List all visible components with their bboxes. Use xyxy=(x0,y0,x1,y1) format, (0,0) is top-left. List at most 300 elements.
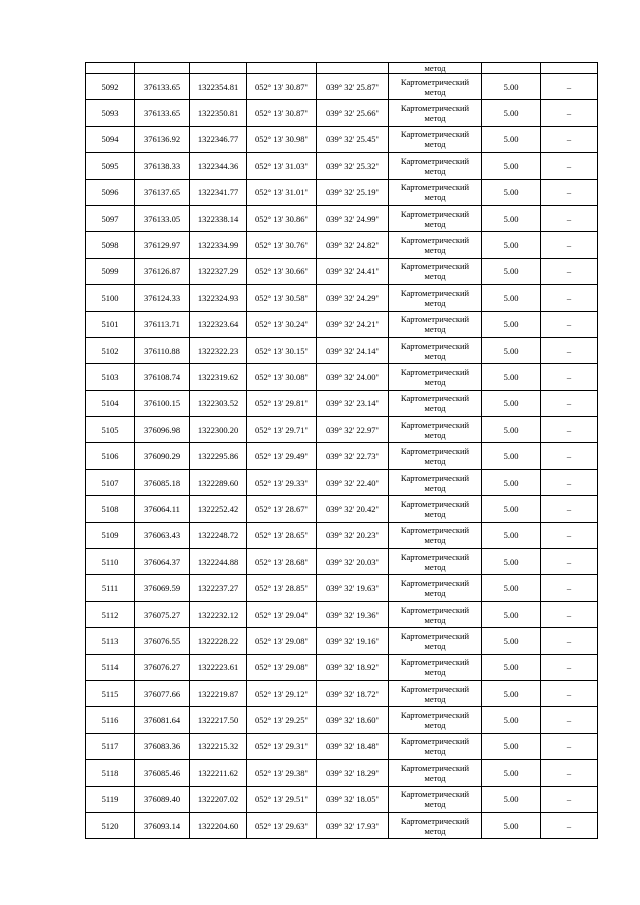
longitude-cell: 039° 32' 23.14" xyxy=(317,390,389,416)
longitude-cell: 039° 32' 24.82" xyxy=(317,232,389,258)
longitude-cell: 039° 32' 24.99" xyxy=(317,205,389,231)
note-cell: – xyxy=(541,337,598,363)
point-id-cell: 5101 xyxy=(86,311,135,337)
cell-empty xyxy=(247,63,317,74)
x-coord-cell: 376096.98 xyxy=(135,417,190,443)
latitude-cell: 052° 13' 30.15" xyxy=(247,337,317,363)
x-coord-cell: 376113.71 xyxy=(135,311,190,337)
note-cell: – xyxy=(541,654,598,680)
method-line-2: метод xyxy=(424,614,446,625)
longitude-cell: 039° 32' 18.29" xyxy=(317,760,389,786)
table-row xyxy=(86,74,598,100)
method-line-2: метод xyxy=(424,297,446,308)
method-line-1: Картометрический xyxy=(400,314,470,325)
x-coord-cell: 376085.18 xyxy=(135,469,190,495)
accuracy-cell: 5.00 xyxy=(482,443,541,469)
latitude-cell: 052° 13' 29.08" xyxy=(247,628,317,654)
y-coord-cell: 1322252.42 xyxy=(190,496,247,522)
table-row xyxy=(86,812,598,838)
longitude-cell: 039° 32' 18.60" xyxy=(317,707,389,733)
method-line-1: Картометрический xyxy=(400,208,470,219)
note-cell: – xyxy=(541,786,598,812)
method-line-2: метод xyxy=(424,561,446,572)
point-id-cell: 5100 xyxy=(86,285,135,311)
point-id-cell: 5108 xyxy=(86,496,135,522)
latitude-cell: 052° 13' 31.03" xyxy=(247,153,317,179)
accuracy-cell: 5.00 xyxy=(482,258,541,284)
method-line-2: метод xyxy=(424,667,446,678)
note-cell: – xyxy=(541,258,598,284)
method-cell xyxy=(389,417,482,443)
x-coord-cell: 376069.59 xyxy=(135,575,190,601)
latitude-cell: 052° 13' 29.25" xyxy=(247,707,317,733)
method-line-1: Картометрический xyxy=(400,155,470,166)
method-cell xyxy=(389,232,482,258)
method-line-2: метод xyxy=(424,588,446,599)
latitude-cell: 052° 13' 29.71" xyxy=(247,417,317,443)
point-id-cell: 5111 xyxy=(86,575,135,601)
longitude-cell: 039° 32' 19.63" xyxy=(317,575,389,601)
method-line-2: метод xyxy=(424,192,446,203)
x-coord-cell: 376108.74 xyxy=(135,364,190,390)
method-cell xyxy=(389,628,482,654)
method-cell xyxy=(389,364,482,390)
accuracy-cell: 5.00 xyxy=(482,654,541,680)
method-line-2: метод xyxy=(424,429,446,440)
method-cell xyxy=(389,760,482,786)
method-line-2: метод xyxy=(424,482,446,493)
method-line-2: метод xyxy=(424,218,446,229)
note-cell: – xyxy=(541,575,598,601)
accuracy-cell: 5.00 xyxy=(482,100,541,126)
method-line-1: Картометрический xyxy=(400,129,470,140)
point-id-cell: 5098 xyxy=(86,232,135,258)
longitude-cell: 039° 32' 22.40" xyxy=(317,469,389,495)
latitude-cell: 052° 13' 30.24" xyxy=(247,311,317,337)
method-cell xyxy=(389,179,482,205)
longitude-cell: 039° 32' 25.45" xyxy=(317,126,389,152)
longitude-cell: 039° 32' 18.05" xyxy=(317,786,389,812)
accuracy-cell: 5.00 xyxy=(482,390,541,416)
y-coord-cell: 1322219.87 xyxy=(190,680,247,706)
longitude-cell: 039° 32' 25.32" xyxy=(317,153,389,179)
method-line-1: Картометрический xyxy=(400,446,470,457)
table-row xyxy=(86,311,598,337)
table-row xyxy=(86,680,598,706)
method-cell xyxy=(389,337,482,363)
point-id-cell: 5095 xyxy=(86,153,135,179)
longitude-cell: 039° 32' 18.48" xyxy=(317,733,389,759)
latitude-cell: 052° 13' 28.85" xyxy=(247,575,317,601)
point-id-cell: 5117 xyxy=(86,733,135,759)
table-row xyxy=(86,628,598,654)
method-line-1: Картометрический xyxy=(400,578,470,589)
latitude-cell: 052° 13' 29.51" xyxy=(247,786,317,812)
longitude-cell: 039° 32' 19.36" xyxy=(317,601,389,627)
method-cell xyxy=(389,311,482,337)
point-id-cell: 5119 xyxy=(86,786,135,812)
note-cell: – xyxy=(541,179,598,205)
method-line-1: Картометрический xyxy=(400,287,470,298)
method-cell xyxy=(389,469,482,495)
y-coord-cell: 1322248.72 xyxy=(190,522,247,548)
method-line-2: метод xyxy=(424,720,446,731)
point-id-cell: 5118 xyxy=(86,760,135,786)
table-row xyxy=(86,654,598,680)
method-cell xyxy=(389,812,482,838)
point-id-cell: 5094 xyxy=(86,126,135,152)
method-line-2: метод xyxy=(424,508,446,519)
accuracy-cell: 5.00 xyxy=(482,549,541,575)
method-line-1: Картометрический xyxy=(400,630,470,641)
note-cell: – xyxy=(541,390,598,416)
accuracy-cell: 5.00 xyxy=(482,707,541,733)
point-id-cell: 5113 xyxy=(86,628,135,654)
table-row xyxy=(86,443,598,469)
method-line-1: Картометрический xyxy=(400,366,470,377)
x-coord-cell: 376093.14 xyxy=(135,812,190,838)
longitude-cell: 039° 32' 18.92" xyxy=(317,654,389,680)
point-id-cell: 5093 xyxy=(86,100,135,126)
longitude-cell: 039° 32' 18.72" xyxy=(317,680,389,706)
latitude-cell: 052° 13' 30.86" xyxy=(247,205,317,231)
method-line-1: Картометрический xyxy=(400,657,470,668)
method-line-1: Картометрический xyxy=(400,762,470,773)
y-coord-cell: 1322211.62 xyxy=(190,760,247,786)
note-cell: – xyxy=(541,733,598,759)
note-cell: – xyxy=(541,628,598,654)
note-cell: – xyxy=(541,549,598,575)
method-cell xyxy=(389,786,482,812)
method-line-1: Картометрический xyxy=(400,525,470,536)
y-coord-cell: 1322303.52 xyxy=(190,390,247,416)
cell-empty xyxy=(135,63,190,74)
x-coord-cell: 376085.46 xyxy=(135,760,190,786)
longitude-cell: 039° 32' 24.29" xyxy=(317,285,389,311)
point-id-cell: 5114 xyxy=(86,654,135,680)
latitude-cell: 052° 13' 29.31" xyxy=(247,733,317,759)
y-coord-cell: 1322322.23 xyxy=(190,337,247,363)
x-coord-cell: 376064.11 xyxy=(135,496,190,522)
table-row xyxy=(86,153,598,179)
method-cell xyxy=(389,680,482,706)
longitude-cell: 039° 32' 25.87" xyxy=(317,74,389,100)
latitude-cell: 052° 13' 28.68" xyxy=(247,549,317,575)
latitude-cell: 052° 13' 30.87" xyxy=(247,74,317,100)
latitude-cell: 052° 13' 29.63" xyxy=(247,812,317,838)
point-id-cell: 5097 xyxy=(86,205,135,231)
table-row xyxy=(86,733,598,759)
note-cell: – xyxy=(541,522,598,548)
note-cell: – xyxy=(541,311,598,337)
table-row xyxy=(86,100,598,126)
method-line-1: Картометрический xyxy=(400,235,470,246)
method-line-1: Картометрический xyxy=(400,340,470,351)
method-cell xyxy=(389,258,482,284)
method-line-1: Картометрический xyxy=(400,103,470,114)
method-line-1: Картометрический xyxy=(400,551,470,562)
y-coord-cell: 1322295.86 xyxy=(190,443,247,469)
note-cell: – xyxy=(541,680,598,706)
accuracy-cell: 5.00 xyxy=(482,232,541,258)
latitude-cell: 052° 13' 29.81" xyxy=(247,390,317,416)
method-line-1: Картометрический xyxy=(400,419,470,430)
x-coord-cell: 376129.97 xyxy=(135,232,190,258)
latitude-cell: 052° 13' 30.98" xyxy=(247,126,317,152)
method-cell xyxy=(389,549,482,575)
accuracy-cell: 5.00 xyxy=(482,575,541,601)
method-cell xyxy=(389,707,482,733)
table-row xyxy=(86,179,598,205)
x-coord-cell: 376090.29 xyxy=(135,443,190,469)
x-coord-cell: 376064.37 xyxy=(135,549,190,575)
method-cell xyxy=(389,153,482,179)
y-coord-cell: 1322344.36 xyxy=(190,153,247,179)
latitude-cell: 052° 13' 30.08" xyxy=(247,364,317,390)
point-id-cell: 5105 xyxy=(86,417,135,443)
method-line-1: Картометрический xyxy=(400,472,470,483)
note-cell: – xyxy=(541,205,598,231)
y-coord-cell: 1322223.61 xyxy=(190,654,247,680)
latitude-cell: 052° 13' 30.58" xyxy=(247,285,317,311)
cell-empty xyxy=(190,63,247,74)
x-coord-cell: 376100.15 xyxy=(135,390,190,416)
table-row xyxy=(86,549,598,575)
note-cell: – xyxy=(541,417,598,443)
method-cell xyxy=(389,205,482,231)
method-cell xyxy=(389,522,482,548)
point-id-cell: 5104 xyxy=(86,390,135,416)
accuracy-cell: 5.00 xyxy=(482,469,541,495)
method-line-1: Картометрический xyxy=(400,182,470,193)
point-id-cell: 5099 xyxy=(86,258,135,284)
table-row xyxy=(86,522,598,548)
table-row xyxy=(86,232,598,258)
method-line-2: метод xyxy=(424,403,446,414)
method-line-1: Картометрический xyxy=(400,261,470,272)
method-line-2: метод xyxy=(424,245,446,256)
note-cell: – xyxy=(541,469,598,495)
latitude-cell: 052° 13' 30.87" xyxy=(247,100,317,126)
note-cell: – xyxy=(541,601,598,627)
y-coord-cell: 1322232.12 xyxy=(190,601,247,627)
point-id-cell: 5109 xyxy=(86,522,135,548)
accuracy-cell: 5.00 xyxy=(482,179,541,205)
coordinates-table-body xyxy=(86,63,598,839)
table-row xyxy=(86,469,598,495)
y-coord-cell: 1322341.77 xyxy=(190,179,247,205)
x-coord-cell: 376081.64 xyxy=(135,707,190,733)
latitude-cell: 052° 13' 29.38" xyxy=(247,760,317,786)
cell-empty xyxy=(482,63,541,74)
longitude-cell: 039° 32' 20.42" xyxy=(317,496,389,522)
method-line-2: метод xyxy=(424,799,446,810)
y-coord-cell: 1322228.22 xyxy=(190,628,247,654)
method-cell xyxy=(389,390,482,416)
accuracy-cell: 5.00 xyxy=(482,601,541,627)
note-cell: – xyxy=(541,443,598,469)
point-id-cell: 5107 xyxy=(86,469,135,495)
table-row xyxy=(86,364,598,390)
method-cell xyxy=(389,601,482,627)
y-coord-cell: 1322338.14 xyxy=(190,205,247,231)
x-coord-cell: 376126.87 xyxy=(135,258,190,284)
y-coord-cell: 1322217.50 xyxy=(190,707,247,733)
note-cell: – xyxy=(541,812,598,838)
point-id-cell: 5103 xyxy=(86,364,135,390)
method-line-2: метод xyxy=(424,139,446,150)
x-coord-cell: 376124.33 xyxy=(135,285,190,311)
y-coord-cell: 1322244.88 xyxy=(190,549,247,575)
point-id-cell: 5096 xyxy=(86,179,135,205)
note-cell: – xyxy=(541,707,598,733)
method-cell xyxy=(389,443,482,469)
method-cell xyxy=(389,74,482,100)
method-line-1: Картометрический xyxy=(400,683,470,694)
method-line-2: метод xyxy=(424,640,446,651)
longitude-cell: 039° 32' 25.19" xyxy=(317,179,389,205)
table-row xyxy=(86,337,598,363)
note-cell: – xyxy=(541,285,598,311)
accuracy-cell: 5.00 xyxy=(482,126,541,152)
accuracy-cell: 5.00 xyxy=(482,74,541,100)
table-row xyxy=(86,126,598,152)
method-tail-cell: метод xyxy=(389,63,482,74)
longitude-cell: 039° 32' 24.14" xyxy=(317,337,389,363)
note-cell: – xyxy=(541,496,598,522)
method-line-2: метод xyxy=(424,456,446,467)
longitude-cell: 039° 32' 19.16" xyxy=(317,628,389,654)
method-cell xyxy=(389,575,482,601)
method-line-2: метод xyxy=(424,535,446,546)
x-coord-cell: 376075.27 xyxy=(135,601,190,627)
method-line-2: метод xyxy=(424,693,446,704)
note-cell: – xyxy=(541,126,598,152)
accuracy-cell: 5.00 xyxy=(482,760,541,786)
x-coord-cell: 376137.65 xyxy=(135,179,190,205)
latitude-cell: 052° 13' 28.67" xyxy=(247,496,317,522)
table-row xyxy=(86,575,598,601)
y-coord-cell: 1322237.27 xyxy=(190,575,247,601)
y-coord-cell: 1322354.81 xyxy=(190,74,247,100)
method-line-2: метод xyxy=(424,113,446,124)
accuracy-cell: 5.00 xyxy=(482,496,541,522)
longitude-cell: 039° 32' 22.97" xyxy=(317,417,389,443)
y-coord-cell: 1322334.99 xyxy=(190,232,247,258)
coordinates-table xyxy=(85,62,598,839)
y-coord-cell: 1322215.32 xyxy=(190,733,247,759)
y-coord-cell: 1322327.29 xyxy=(190,258,247,284)
method-line-1: Картометрический xyxy=(400,789,470,800)
method-cell xyxy=(389,654,482,680)
method-line-1: Картометрический xyxy=(400,76,470,87)
accuracy-cell: 5.00 xyxy=(482,680,541,706)
table-row xyxy=(86,390,598,416)
table-row xyxy=(86,496,598,522)
longitude-cell: 039° 32' 24.21" xyxy=(317,311,389,337)
latitude-cell: 052° 13' 30.66" xyxy=(247,258,317,284)
x-coord-cell: 376076.55 xyxy=(135,628,190,654)
latitude-cell: 052° 13' 28.65" xyxy=(247,522,317,548)
y-coord-cell: 1322204.60 xyxy=(190,812,247,838)
method-line-2: метод xyxy=(424,324,446,335)
point-id-cell: 5112 xyxy=(86,601,135,627)
latitude-cell: 052° 13' 29.33" xyxy=(247,469,317,495)
y-coord-cell: 1322319.62 xyxy=(190,364,247,390)
table-row xyxy=(86,760,598,786)
method-cell xyxy=(389,496,482,522)
method-cell xyxy=(389,100,482,126)
note-cell: – xyxy=(541,153,598,179)
latitude-cell: 052° 13' 31.01" xyxy=(247,179,317,205)
x-coord-cell: 376138.33 xyxy=(135,153,190,179)
accuracy-cell: 5.00 xyxy=(482,417,541,443)
table-row xyxy=(86,601,598,627)
table-row xyxy=(86,707,598,733)
latitude-cell: 052° 13' 29.49" xyxy=(247,443,317,469)
continued-row-fragment xyxy=(86,63,598,74)
longitude-cell: 039° 32' 22.73" xyxy=(317,443,389,469)
table-row xyxy=(86,417,598,443)
method-line-1: Картометрический xyxy=(400,393,470,404)
point-id-cell: 5116 xyxy=(86,707,135,733)
x-coord-cell: 376133.65 xyxy=(135,74,190,100)
table-row xyxy=(86,205,598,231)
longitude-cell: 039° 32' 20.23" xyxy=(317,522,389,548)
y-coord-cell: 1322324.93 xyxy=(190,285,247,311)
table-row xyxy=(86,258,598,284)
method-cell xyxy=(389,126,482,152)
method-line-1: Картометрический xyxy=(400,710,470,721)
y-coord-cell: 1322346.77 xyxy=(190,126,247,152)
method-line-2: метод xyxy=(424,746,446,757)
table-row xyxy=(86,285,598,311)
x-coord-cell: 376133.65 xyxy=(135,100,190,126)
method-line-1: Картометрический xyxy=(400,815,470,826)
method-cell xyxy=(389,285,482,311)
cell-empty xyxy=(86,63,135,74)
note-cell: – xyxy=(541,760,598,786)
longitude-cell: 039° 32' 24.41" xyxy=(317,258,389,284)
cell-empty xyxy=(541,63,598,74)
point-id-cell: 5106 xyxy=(86,443,135,469)
method-line-2: метод xyxy=(424,376,446,387)
accuracy-cell: 5.00 xyxy=(482,285,541,311)
table-row xyxy=(86,786,598,812)
note-cell: – xyxy=(541,364,598,390)
longitude-cell: 039° 32' 20.03" xyxy=(317,549,389,575)
method-line-2: метод xyxy=(424,86,446,97)
y-coord-cell: 1322289.60 xyxy=(190,469,247,495)
x-coord-cell: 376063.43 xyxy=(135,522,190,548)
x-coord-cell: 376110.88 xyxy=(135,337,190,363)
x-coord-cell: 376077.66 xyxy=(135,680,190,706)
latitude-cell: 052° 13' 29.08" xyxy=(247,654,317,680)
x-coord-cell: 376133.05 xyxy=(135,205,190,231)
accuracy-cell: 5.00 xyxy=(482,786,541,812)
x-coord-cell: 376136.92 xyxy=(135,126,190,152)
point-id-cell: 5092 xyxy=(86,74,135,100)
method-line-1: Картометрический xyxy=(400,498,470,509)
point-id-cell: 5102 xyxy=(86,337,135,363)
accuracy-cell: 5.00 xyxy=(482,628,541,654)
accuracy-cell: 5.00 xyxy=(482,337,541,363)
method-cell xyxy=(389,733,482,759)
note-cell: – xyxy=(541,232,598,258)
longitude-cell: 039° 32' 25.66" xyxy=(317,100,389,126)
latitude-cell: 052° 13' 29.12" xyxy=(247,680,317,706)
y-coord-cell: 1322300.20 xyxy=(190,417,247,443)
